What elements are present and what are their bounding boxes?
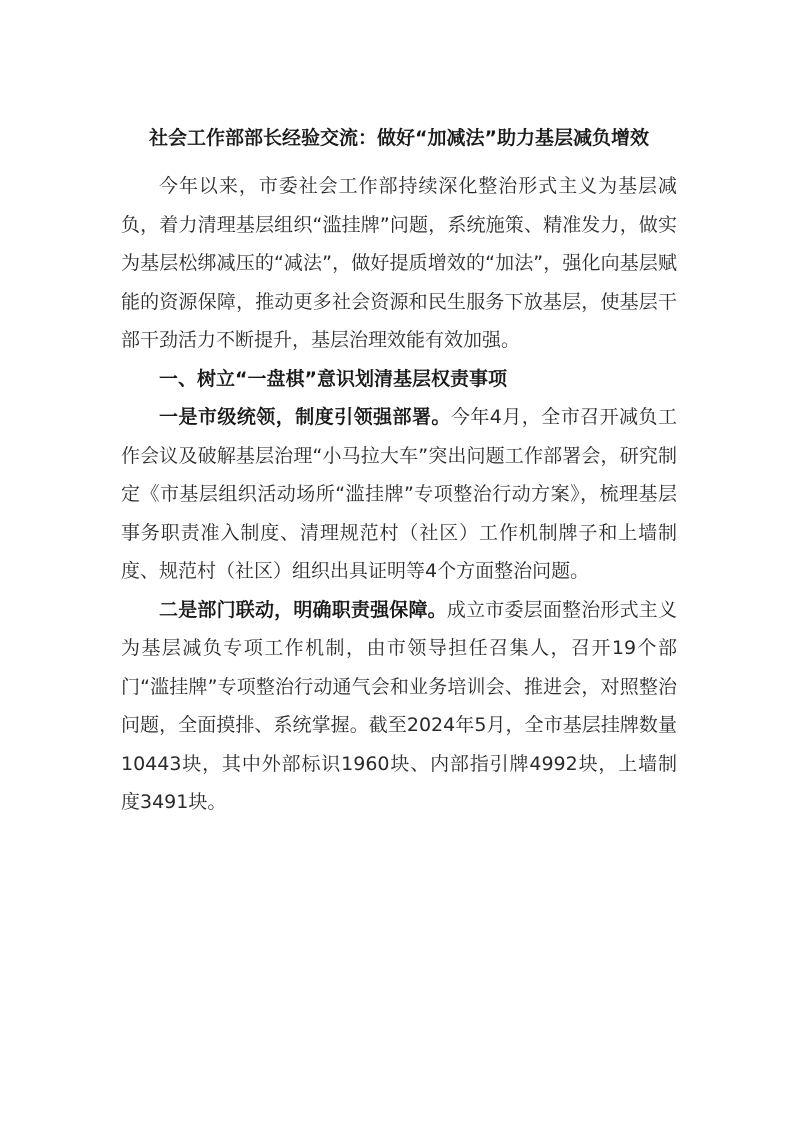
item-body-1: 今年4月，全市召开减负工作会议及破解基层治理“小马拉大车”突出问题工作部署会，研究制定《市基层组织活动场所“滥挂牌”专项整治行动方案》，梳理基层事务职责准入制度、清理规范村（社区）工作机制牌子和上墙制度、规范村（社区）组织出具证明等4个方面整治问题。 <box>121 406 677 582</box>
item-paragraph-1 <box>121 398 677 591</box>
item-paragraph-2 <box>121 591 677 822</box>
document-page <box>121 118 677 822</box>
item-lead-1: 一是市级统领，制度引领强部署。 <box>159 406 451 428</box>
item-body-2: 成立市委层面整治形式主义为基层减负专项工作机制，由市领导担任召集人，召开19个部门“滥挂牌”专项整治行动通气会和业务培训会、推进会，对照整治问题，全面摸排、系统掌握。截至2024年5月，全市基层挂牌数量10443块，其中外部标识1960块、内部指引牌4992块，上墙制度3491块。 <box>121 598 677 813</box>
intro-paragraph: 今年以来，市委社会工作部持续深化整治形式主义为基层减负，着力清理基层组织“滥挂牌”问题，系统施策、精准发力，做实为基层松绑减压的“减法”，做好提质增效的“加法”，强化向基层赋能的资源保障，推动更多社会资源和民生服务下放基层，使基层干部干劲活力不断提升，基层治理效能有效加强。 <box>121 175 677 351</box>
item-lead-2: 二是部门联动，明确职责强保障。 <box>159 598 447 621</box>
document-title: 社会工作部部长经验交流：做好“加减法”助力基层减负增效 <box>149 127 649 149</box>
section-heading-1: 一、树立“一盘棋”意识划清基层权责事项 <box>159 367 507 390</box>
